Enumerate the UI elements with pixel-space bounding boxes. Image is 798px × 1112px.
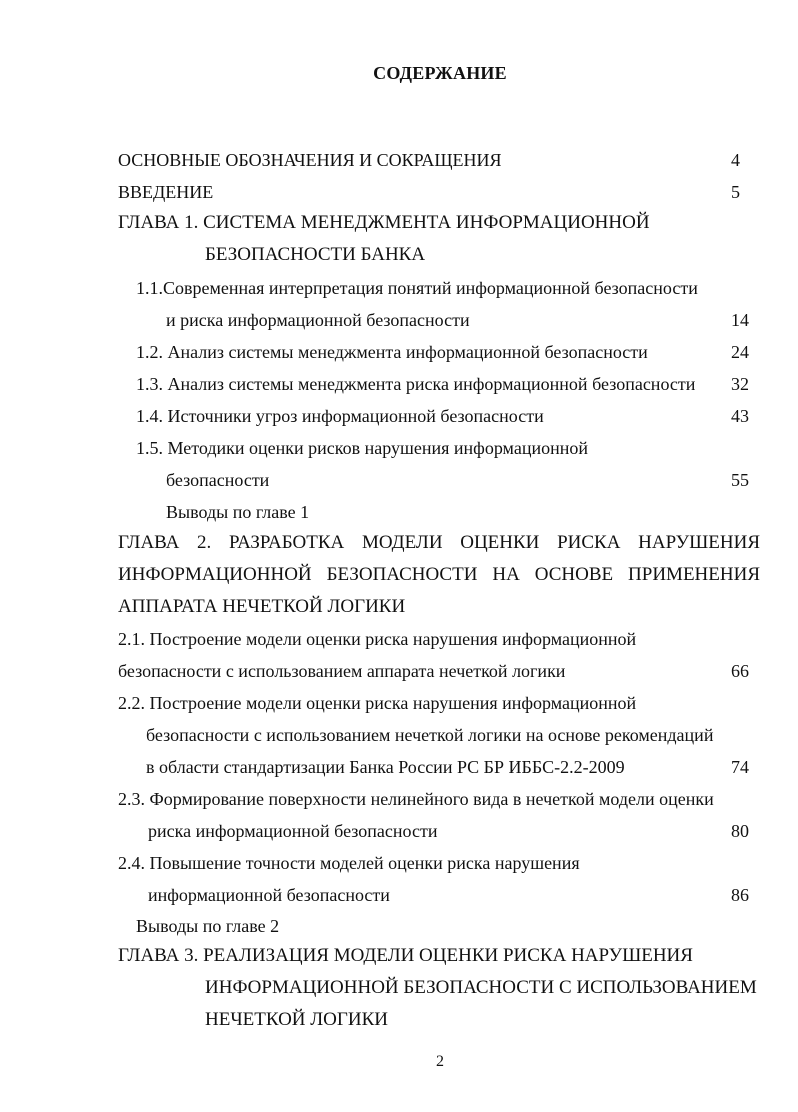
- toc-entry-text: в области стандартизации Банка России РС БР ИББС-2.2-2009: [146, 757, 625, 777]
- toc-entry-text: 1.4. Источники угроз информационной безопасности: [136, 406, 544, 426]
- toc-entry-text: безопасности: [166, 470, 270, 490]
- toc-chapter-heading: БЕЗОПАСНОСТИ БАНКА: [205, 244, 426, 265]
- toc-entry-text: риска информационной безопасности: [148, 821, 438, 841]
- toc-entry-text: и риска информационной безопасности: [166, 310, 470, 330]
- toc-entry-text: ВВЕДЕНИЕ: [118, 182, 214, 202]
- toc-entry-page: 43: [731, 406, 749, 426]
- toc-entry-text: безопасности с использованием аппарата нечеткой логики: [118, 661, 566, 681]
- toc-conclusion: Выводы по главе 2: [136, 916, 280, 936]
- toc-entry-text: 2.2. Построение модели оценки риска нарушения информационной: [118, 693, 637, 713]
- toc-entry-page: 55: [731, 470, 749, 490]
- toc-entry-text: 1.2. Анализ системы менеджмента информационной безопасности: [136, 342, 648, 362]
- page-number: 2: [436, 1053, 444, 1070]
- toc-conclusion: Выводы по главе 1: [166, 502, 310, 522]
- toc-chapter-heading: ИНФОРМАЦИОННОЙ БЕЗОПАСНОСТИ НА ОСНОВЕ ПРИМЕНЕНИЯ: [118, 564, 760, 585]
- toc-entry-text: ОСНОВНЫЕ ОБОЗНАЧЕНИЯ И СОКРАЩЕНИЯ: [118, 150, 502, 170]
- toc-entry-text: 1.1.Современная интерпретация понятий информационной безопасности: [136, 278, 698, 298]
- toc-entry-page: 66: [731, 661, 749, 681]
- toc-entry-page: 24: [731, 342, 749, 362]
- toc-entry-page: 5: [731, 182, 740, 202]
- toc-entry-page: 32: [731, 374, 749, 394]
- toc-chapter-heading: АППАРАТА НЕЧЕТКОЙ ЛОГИКИ: [118, 596, 406, 617]
- toc-chapter-heading: ГЛАВА 3. РЕАЛИЗАЦИЯ МОДЕЛИ ОЦЕНКИ РИСКА НАРУШЕНИЯ: [118, 945, 693, 966]
- toc-entry-page: 14: [731, 310, 749, 330]
- toc-entry-text: безопасности с использованием нечеткой логики на основе рекомендаций: [146, 725, 714, 745]
- toc-entry-page: 86: [731, 885, 749, 905]
- toc-entry-page: 74: [731, 757, 749, 777]
- toc-entry-text: 1.3. Анализ системы менеджмента риска информационной безопасности: [136, 374, 696, 394]
- toc-title: СОДЕРЖАНИЕ: [373, 63, 507, 83]
- toc-chapter-heading: ГЛАВА 2. РАЗРАБОТКА МОДЕЛИ ОЦЕНКИ РИСКА НАРУШЕНИЯ: [118, 532, 760, 553]
- toc-entry-text: 2.1. Построение модели оценки риска нарушения информационной: [118, 629, 637, 649]
- toc-entry-text: информационной безопасности: [148, 885, 390, 905]
- toc-entry-text: 1.5. Методики оценки рисков нарушения информационной: [136, 438, 588, 458]
- toc-entry-text: 2.3. Формирование поверхности нелинейного вида в нечеткой модели оценки: [118, 789, 714, 809]
- toc-entry-page: 80: [731, 821, 749, 841]
- toc-entry-text: 2.4. Повышение точности моделей оценки риска нарушения: [118, 853, 580, 873]
- toc-chapter-heading: ИНФОРМАЦИОННОЙ БЕЗОПАСНОСТИ С ИСПОЛЬЗОВАНИЕМ: [205, 977, 757, 998]
- toc-chapter-heading: НЕЧЕТКОЙ ЛОГИКИ: [205, 1009, 388, 1030]
- toc-entry-page: 4: [731, 150, 740, 170]
- toc-chapter-heading: ГЛАВА 1. СИСТЕМА МЕНЕДЖМЕНТА ИНФОРМАЦИОННОЙ: [118, 212, 650, 233]
